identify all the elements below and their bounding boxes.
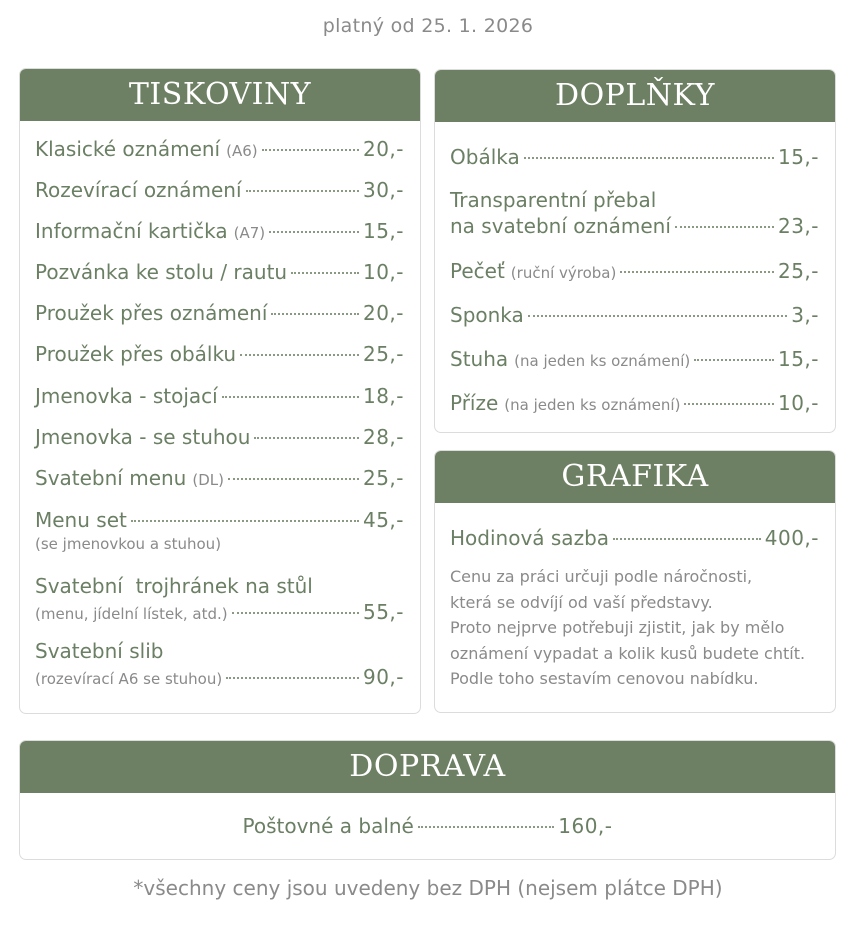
dot-leader xyxy=(675,226,774,228)
dot-leader xyxy=(620,271,774,273)
item-price: 10,- xyxy=(362,260,404,284)
item-sub: (ruční výroba) xyxy=(510,264,617,282)
dot-leader xyxy=(613,538,761,540)
note-line: která se odvíjí od vaší představy. xyxy=(450,592,713,612)
triangle-note: (menu, jídelní lístek, atd.) xyxy=(35,605,228,623)
price-row xyxy=(35,260,404,284)
item-price: 160,- xyxy=(558,814,613,838)
doprava-title: DOPRAVA xyxy=(20,741,835,793)
price-row xyxy=(35,178,404,202)
item-price: 23,- xyxy=(777,214,819,238)
price-row xyxy=(450,303,819,327)
dot-leader xyxy=(262,149,359,151)
dot-leader xyxy=(232,612,359,614)
dot-leader xyxy=(271,313,359,315)
item-price: 3,- xyxy=(791,303,819,327)
item-name: Jmenovka - stojací xyxy=(35,384,218,408)
price-row xyxy=(35,384,404,408)
dot-leader xyxy=(254,437,359,439)
dot-leader xyxy=(418,826,554,828)
price-row-triangle xyxy=(35,574,404,624)
price-row xyxy=(20,814,835,838)
grafika-note xyxy=(450,564,819,692)
item-price: 20,- xyxy=(362,137,404,161)
price-row xyxy=(450,391,819,415)
dot-leader xyxy=(240,354,359,356)
item-price: 18,- xyxy=(362,384,404,408)
item-name: Menu set xyxy=(35,508,127,532)
doplnky-title: DOPLŇKY xyxy=(435,70,835,122)
price-row xyxy=(35,425,404,449)
price-row-prebal xyxy=(450,188,819,238)
price-row-slib xyxy=(35,639,404,689)
item-name: Informační kartička xyxy=(35,219,228,243)
item-name: Sponka xyxy=(450,303,524,327)
slib-note: (rozevírací A6 se stuhou) xyxy=(35,670,223,688)
dot-leader xyxy=(226,677,359,679)
price-row xyxy=(35,301,404,325)
item-price: 15,- xyxy=(362,219,404,243)
item-price: 20,- xyxy=(362,301,404,325)
item-price: 45,- xyxy=(362,508,404,532)
dot-leader xyxy=(528,315,787,317)
grafika-title: GRAFIKA xyxy=(435,451,835,503)
dot-leader xyxy=(684,403,774,405)
price-row xyxy=(35,342,404,366)
price-row xyxy=(35,137,404,161)
note-line: Cenu za práci určuji podle náročnosti, xyxy=(450,567,753,586)
footnote: *všechny ceny jsou uvedeny bez DPH (nejsem plátce DPH) xyxy=(133,876,723,900)
item-name: Příze xyxy=(450,391,499,415)
price-row xyxy=(35,466,404,490)
item-name: Obálka xyxy=(450,145,520,169)
tiskoviny-title: TISKOVINY xyxy=(20,69,420,121)
item-price: 25,- xyxy=(362,342,404,366)
dot-leader xyxy=(228,478,359,480)
item-sub: (A7) xyxy=(233,224,266,242)
item-name: Pozvánka ke stolu / rautu xyxy=(35,260,288,284)
doprava-card xyxy=(19,740,836,860)
item-name: Jmenovka - se stuhou xyxy=(35,425,251,449)
item-sub: (na jeden ks oznámení) xyxy=(504,396,681,414)
note-line: Proto nejprve potřebuji zjistit, jak by mělo xyxy=(450,618,785,637)
menu-set-note: (se jmenovkou a stuhou) xyxy=(35,535,222,553)
price-row xyxy=(35,508,404,553)
item-price: 10,- xyxy=(777,391,819,415)
dot-leader xyxy=(246,190,359,192)
item-sub: (na jeden ks oznámení) xyxy=(514,352,691,370)
dot-leader xyxy=(269,231,359,233)
note-line: Podle toho sestavím cenovou nabídku. xyxy=(450,669,759,688)
item-price: 400,- xyxy=(764,526,819,550)
item-price: 30,- xyxy=(362,178,404,202)
valid-from: platný od 25. 1. 2026 xyxy=(322,15,534,37)
item-price: 90,- xyxy=(362,665,404,689)
price-row xyxy=(450,526,819,550)
item-name: Proužek přes oznámení xyxy=(35,301,268,325)
item-sub: (A6) xyxy=(226,142,258,160)
prebal-line1: Transparentní přebal xyxy=(450,188,657,212)
dot-leader xyxy=(694,359,774,361)
dot-leader xyxy=(524,157,774,159)
price-row xyxy=(450,347,819,371)
grafika-card xyxy=(434,450,836,713)
item-price: 25,- xyxy=(362,466,404,490)
item-price: 15,- xyxy=(777,145,819,169)
item-name: Svatební menu xyxy=(35,466,187,490)
dot-leader xyxy=(222,396,359,398)
item-name: Stuha xyxy=(450,347,509,371)
dot-leader xyxy=(291,272,359,274)
price-row xyxy=(450,145,819,169)
triangle-title: Svatební trojhránek na stůl xyxy=(35,574,313,598)
prebal-line2: na svatební oznámení xyxy=(450,214,671,238)
item-name: Poštovné a balné xyxy=(242,814,414,838)
item-price: 55,- xyxy=(362,600,404,624)
dot-leader xyxy=(131,520,359,522)
doplnky-card xyxy=(434,69,836,433)
item-price: 28,- xyxy=(362,425,404,449)
slib-title: Svatební slib xyxy=(35,639,164,663)
price-row xyxy=(35,219,404,243)
price-row xyxy=(450,259,819,283)
item-name: Proužek přes obálku xyxy=(35,342,237,366)
item-name: Klasické oznámení xyxy=(35,137,221,161)
item-sub: (DL) xyxy=(192,471,224,489)
item-name: Hodinová sazba xyxy=(450,526,610,550)
item-name: Rozevírací oznámení xyxy=(35,178,242,202)
item-price: 15,- xyxy=(777,347,819,371)
tiskoviny-card xyxy=(19,68,421,714)
note-line: oznámení vypadat a kolik kusů budete chtít. xyxy=(450,643,806,663)
item-price: 25,- xyxy=(777,259,819,283)
item-name: Pečeť xyxy=(450,259,505,283)
